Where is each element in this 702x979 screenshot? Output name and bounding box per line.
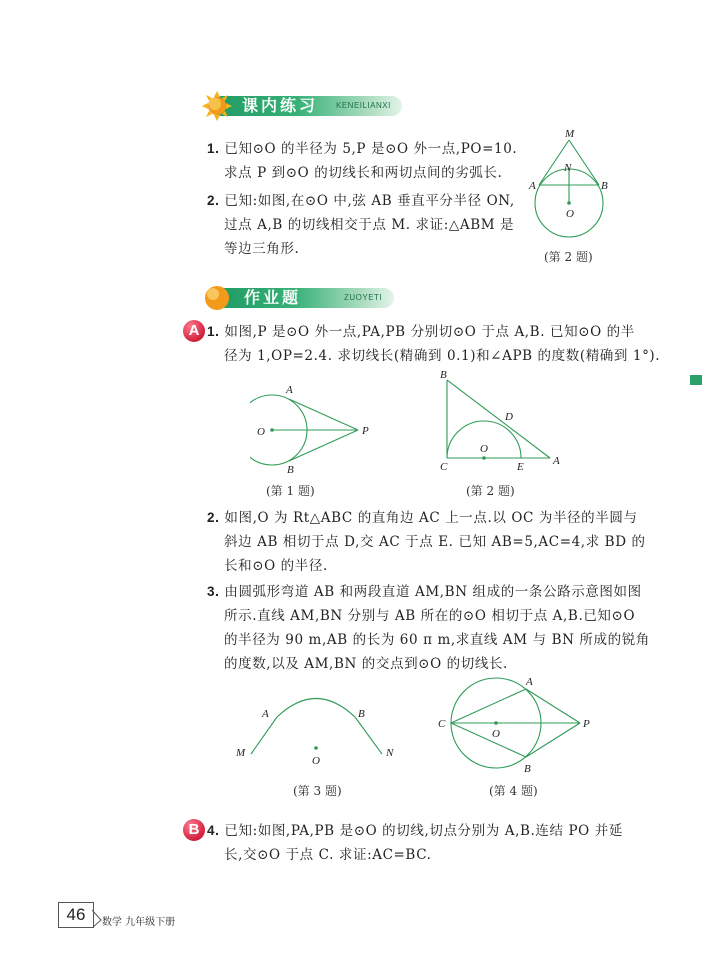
label-p: P (583, 718, 590, 730)
page-number: 46 (58, 902, 94, 928)
tangent-pb (289, 430, 358, 461)
label-b: B (524, 763, 531, 775)
sun-icon (200, 90, 234, 122)
figure-homework-4 (432, 672, 602, 780)
label-b: B (601, 180, 608, 192)
homework-1 (207, 320, 660, 368)
banner-title: 作业题 (244, 288, 302, 307)
figure-homework-3 (230, 690, 410, 770)
problem-line: 过点 A,B 的切线相交于点 M. 求证:△ABM 是 (224, 217, 515, 233)
figure-exercise-2 (520, 125, 620, 245)
label-o: O (257, 426, 265, 438)
road-am (251, 717, 277, 754)
homework-2 (207, 506, 646, 578)
segment-cb (451, 723, 526, 757)
banner-subtitle: ZUOYETI (344, 293, 383, 302)
segment-ca (451, 689, 526, 723)
problem-line: 如图,P 是⊙O 外一点,PA,PB 分别切⊙O 于点 A,B. 已知⊙O 的半 (224, 324, 635, 340)
label-d: D (505, 411, 513, 423)
exercise-1 (207, 137, 517, 185)
figure-caption: (第 3 题) (293, 784, 342, 798)
problem-line: 的半径为 90 m,AB 的长为 60 π m,求直线 AM 与 BN 所成的锐角 (224, 632, 650, 648)
label-a: A (286, 384, 293, 396)
tangent-pb (526, 723, 580, 757)
label-a: A (262, 708, 269, 720)
banner-bar (214, 288, 394, 308)
level-a-badge: A (183, 320, 205, 342)
figure-caption: (第 2 题) (466, 484, 515, 498)
problem-line: 求点 P 到⊙O 的切线长和两切点间的劣弧长. (224, 165, 503, 181)
label-a: A (529, 180, 536, 192)
label-n: N (386, 747, 394, 759)
label-c: C (440, 461, 448, 473)
tangent-pa (526, 689, 580, 723)
problem-number: 3. (207, 584, 220, 599)
banner-bar (212, 96, 402, 116)
label-p: P (362, 425, 369, 437)
homework-3 (207, 580, 650, 676)
problem-line: 长和⊙O 的半径. (224, 558, 328, 574)
label-o: O (480, 443, 488, 455)
banner-subtitle: KENEILIANXI (336, 101, 391, 110)
label-o: O (492, 728, 500, 740)
problem-number: 2. (207, 193, 220, 208)
hypotenuse-ab (447, 380, 550, 458)
problem-line: 等边三角形. (224, 241, 300, 257)
arc-ab (277, 699, 355, 718)
tangent-pa (289, 399, 358, 430)
book-title: 数学 九年级下册 (102, 917, 176, 928)
figure-caption: (第 2 题) (544, 250, 593, 264)
label-a: A (553, 455, 560, 467)
problem-line: 由圆弧形弯道 AB 和两段直道 AM,BN 组成的一条公路示意图如图 (224, 584, 642, 600)
problem-line: 斜边 AB 相切于点 D,交 AC 于点 E. 已知 AB=5,AC=4,求 BD 的 (224, 534, 646, 550)
figure-caption: (第 4 题) (489, 784, 538, 798)
label-m: M (565, 128, 575, 140)
label-m: M (236, 747, 246, 759)
orange-ball-icon (202, 283, 234, 313)
figure-caption: (第 1 题) (266, 484, 315, 498)
exercise-2 (207, 189, 515, 261)
problem-number: 1. (207, 141, 220, 156)
problem-line: 已知:如图,PA,PB 是⊙O 的切线,切点分别为 A,B.连结 PO 并延 (224, 823, 623, 839)
figure-homework-1 (250, 380, 380, 480)
label-b: B (287, 464, 294, 476)
problem-line: 径为 1,OP=2.4. 求切线长(精确到 0.1)和∠APB 的度数(精确到 1°). (224, 348, 661, 364)
level-b-badge: B (183, 819, 205, 841)
label-o: O (312, 755, 320, 767)
problem-number: 1. (207, 324, 220, 339)
label-b: B (358, 708, 365, 720)
figure-homework-2 (432, 368, 572, 478)
problem-line: 如图,O 为 Rt△ABC 的直角边 AC 上一点.以 OC 为半径的半圆与 (224, 510, 638, 526)
label-e: E (517, 461, 524, 473)
label-a: A (526, 676, 533, 688)
label-o: O (566, 208, 574, 220)
problem-line: 的度数,以及 AM,BN 的交点到⊙O 的切线长. (224, 656, 508, 672)
label-b: B (440, 369, 447, 381)
label-c: C (438, 718, 446, 730)
problem-line: 已知:如图,在⊙O 中,弦 AB 垂直平分半径 ON, (224, 193, 515, 209)
road-bn (355, 717, 382, 754)
chapter-tab-marker (690, 375, 702, 385)
homework-4 (207, 819, 623, 867)
tangent-mb (569, 140, 599, 185)
problem-number: 2. (207, 510, 220, 525)
banner-title: 课内练习 (242, 96, 319, 115)
problem-number: 4. (207, 823, 220, 838)
label-n: N (564, 162, 572, 174)
problem-line: 已知⊙O 的半径为 5,P 是⊙O 外一点,PO=10. (224, 141, 518, 157)
problem-line: 长,交⊙O 于点 C. 求证:AC=BC. (224, 847, 432, 863)
problem-line: 所示.直线 AM,BN 分别与 AB 所在的⊙O 相切于点 A,B.已知⊙O (224, 608, 636, 624)
